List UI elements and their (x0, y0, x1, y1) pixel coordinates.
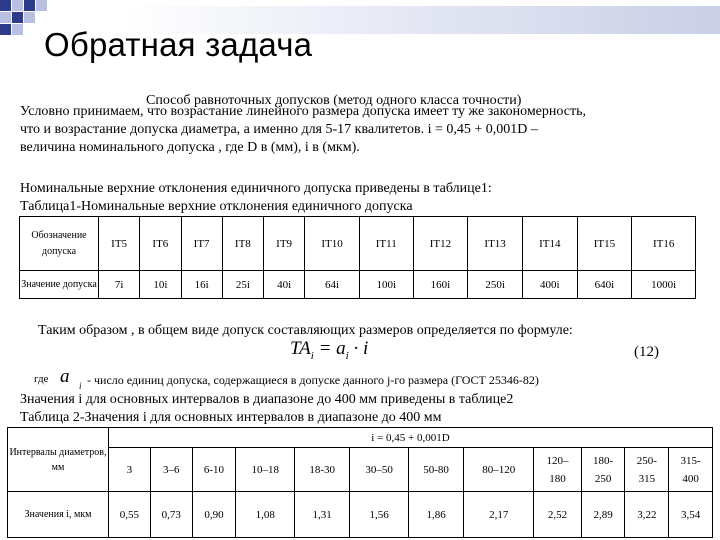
value-cell: 25i (222, 271, 263, 299)
where-prefix: где (34, 373, 49, 385)
where-subscript: i (79, 381, 82, 391)
paragraph-line: величина номинального допуска , где D в (мм), i в (мкм). (20, 140, 360, 155)
deco-square (12, 0, 23, 11)
grade-cell: IT11 (359, 217, 413, 271)
formula-rhs-sub: i (345, 349, 349, 362)
table-row (8, 428, 713, 448)
grade-cell: IT12 (413, 217, 468, 271)
grade-cell: IT16 (632, 217, 696, 271)
i-value-cell: 2,17 (464, 492, 534, 538)
formula-eq: = (313, 338, 337, 359)
grade-cell: IT6 (140, 217, 181, 271)
i-value-cell: 0,90 (192, 492, 236, 538)
table2-caption: Таблица 2-Значения i для основных интервалов в диапазоне до 400 мм (20, 410, 442, 425)
value-cell: 250i (468, 271, 523, 299)
formula-lhs: TA (290, 338, 311, 359)
i-value-cell: 2,89 (581, 492, 625, 538)
slide-subtitle: Способ равноточных допусков (метод одного класса точности) (146, 93, 522, 108)
grade-cell: IT13 (468, 217, 523, 271)
where-symbol: a (60, 366, 70, 387)
paragraph-line: Условно принимаем, что возрастание линейного размера допуска имеет ту же закономерность, (20, 104, 586, 119)
row-header-value: Значение допуска (20, 271, 99, 299)
interval-cell: 6-10 (192, 448, 236, 492)
deco-square (12, 12, 23, 23)
value-cell: 40i (264, 271, 305, 299)
grade-cell: IT14 (522, 217, 577, 271)
formula-tail: · i (348, 338, 369, 359)
grade-cell: IT8 (222, 217, 263, 271)
i-value-cell: 0,73 (150, 492, 192, 538)
deco-square (12, 24, 23, 35)
value-cell: 160i (413, 271, 468, 299)
formula-header-cell: i = 0,45 + 0,001D (109, 428, 713, 448)
grade-cell: IT9 (264, 217, 305, 271)
i-value-cell: 0,55 (109, 492, 151, 538)
interval-cell: 80–120 (464, 448, 534, 492)
formula-lhs-sub: i (310, 349, 314, 362)
i-value-cell: 1,86 (409, 492, 464, 538)
table2-intro: Значения i для основных интервалов в диапазоне до 400 мм приведены в таблице2 (20, 392, 514, 407)
intro-paragraph (20, 103, 710, 157)
paragraph-line: что и возрастание допуска диаметра, а именно для 5-17 квалитетов. i = 0,45 + 0,001D – (20, 122, 538, 137)
table-row (20, 217, 696, 271)
interval-cell: 315- 400 (669, 448, 713, 492)
deco-square (0, 24, 11, 35)
value-cell: 10i (140, 271, 181, 299)
table1-intro: Номинальные верхние отклонения единичного допуска приведены в таблице1: (20, 181, 492, 196)
value-cell: 100i (359, 271, 413, 299)
tolerance-grade-table (19, 216, 696, 299)
value-cell: 640i (577, 271, 632, 299)
grade-cell: IT7 (181, 217, 222, 271)
table-row (20, 271, 696, 299)
i-value-cell: 2,52 (534, 492, 581, 538)
grade-cell: IT5 (99, 217, 140, 271)
i-value-cell: 3,54 (669, 492, 713, 538)
grade-cell: IT10 (305, 217, 360, 271)
table2-heading (20, 391, 513, 427)
table-row (8, 492, 713, 538)
value-cell: 1000i (632, 271, 696, 299)
interval-cell: 18-30 (295, 448, 350, 492)
interval-cell: 180- 250 (581, 448, 625, 492)
deco-square (0, 12, 11, 23)
value-cell: 64i (305, 271, 360, 299)
row-header-values: Значения i, мкм (8, 492, 109, 538)
interval-cell: 10–18 (236, 448, 295, 492)
i-value-cell: 1,08 (236, 492, 295, 538)
i-value-cell: 1,31 (295, 492, 350, 538)
value-cell: 16i (181, 271, 222, 299)
formula-rhs: a (336, 338, 346, 359)
deco-square (24, 0, 35, 11)
value-cell: 400i (522, 271, 577, 299)
interval-cell: 120– 180 (534, 448, 581, 492)
value-cell: 7i (99, 271, 140, 299)
slide-title: Обратная задача (44, 26, 313, 63)
interval-cell: 3 (109, 448, 151, 492)
where-description: - число единиц допуска, содержащиеся в допуске данного j-го размера (ГОСТ 25346-82) (87, 373, 539, 387)
row-header-intervals: Интервалы диаметров, мм (8, 428, 109, 492)
interval-cell: 250- 315 (625, 448, 669, 492)
interval-cell: 3–6 (150, 448, 192, 492)
formula-intro: Таким образом , в общем виде допуск составляющих размеров определяется по формуле: (38, 323, 573, 338)
interval-cell: 30–50 (350, 448, 409, 492)
deco-square (36, 0, 47, 11)
equation-number: (12) (634, 344, 659, 360)
i-value-cell: 1,56 (350, 492, 409, 538)
i-value-cell: 3,22 (625, 492, 669, 538)
deco-square (24, 12, 35, 23)
tolerance-formula (290, 338, 368, 362)
table1-heading (20, 180, 492, 216)
deco-square (0, 0, 11, 11)
interval-cell: 50-80 (409, 448, 464, 492)
table1-caption: Таблица1-Номинальные верхние отклонения единичного допуска (20, 199, 413, 214)
unit-tolerance-table (7, 427, 713, 538)
row-header-designation: Обозначение допуска (20, 217, 99, 271)
table-row (8, 448, 713, 492)
grade-cell: IT15 (577, 217, 632, 271)
